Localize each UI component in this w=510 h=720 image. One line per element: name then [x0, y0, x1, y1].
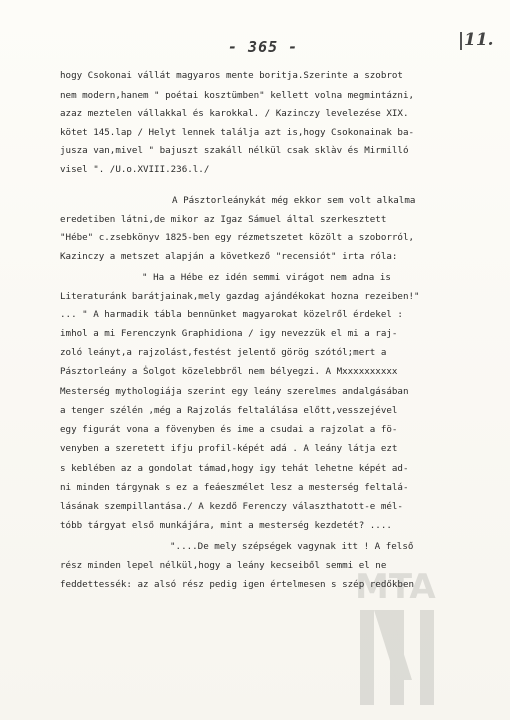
handwritten-mark — [460, 32, 462, 50]
text-line: a tenger szélén ,még a Rajzolás feltalálása előtt,vesszejével — [60, 405, 398, 416]
text-line: rész minden lepel nélkül,hogy a leány kecseiből semmi el ne — [60, 560, 387, 571]
text-line: eredetiben látni,de mikor az Igaz Sámuel által szerkesztett — [60, 214, 387, 225]
text-line: egy figurát vona a fövenyben és ime a csudai a rajzolat a fö- — [60, 424, 398, 435]
text-line: Mesterség mythologiája szerint egy leány szerelmes andalgásában — [60, 386, 409, 397]
text-line: hogy Csokonai vállát magyaros mente boritja.Szerinte a szobrot — [60, 70, 403, 81]
text-line: A Pásztorleánykát még ekkor sem volt alkalma — [172, 195, 416, 206]
page-number: - 365 - — [228, 38, 299, 56]
handwritten-page-number: 11. — [464, 30, 494, 50]
text-line: ni minden tárgynak s ez a feáeszmélet lesz a mesterség feltalá- — [60, 482, 409, 493]
text-line: visel ". /U.o.XVIII.236.l./ — [60, 164, 210, 175]
text-line: "....De mely szépségek vagynak itt ! A felső — [170, 541, 414, 552]
text-line: lásának szempillantása./ A kezdő Ferenczy választhatott-e mél- — [60, 501, 403, 512]
text-line: Literaturánk barátjainak,mely gazdag ajándékokat hozna rezeiben!" — [60, 291, 420, 302]
text-line: jusza van,mivel " bajuszt szakáll nélkül csak sklàv és Mirmilló — [60, 145, 409, 156]
watermark-text: MTA — [355, 567, 436, 607]
text-line: venyben a szeretett ifju profil-képét adá . A leány látja ezt — [60, 443, 398, 454]
text-line: "Hébe" c.zsebkönyv 1825-ben egy rézmetszetet közölt a szoborról, — [60, 232, 415, 243]
text-line: s keblében az a gondolat támad,hogy igy tehát lehetne képét ad- — [60, 463, 409, 474]
text-line: kötet 145.lap / Helyt lennek találja azt is,hogy Csokonainak ba- — [60, 127, 415, 138]
text-line: " Ha a Hébe ez idén semmi virágot nem adna is — [142, 272, 391, 283]
text-line: Kazinczy a metszet alapján a következő "recensiót" irta róla: — [60, 251, 398, 262]
text-line: imhol a mi Ferenczynk Graphidiona / igy nevezzük el mi a raj- — [60, 328, 398, 339]
text-line: zoló leányt,a rajzolást,festést jelentő görög szótól;mert a — [60, 347, 387, 358]
text-line: azaz meztelen vállakkal és karokkal. / Kazinczy levelezése XIX. — [60, 108, 409, 119]
text-line: Pásztorleány a Ṡolgot közelebbről nem bélyegzi. A Mxxxxxxxxxx — [60, 366, 398, 377]
text-line: tóbb tárgyat első munkájára, mint a mesterség kezdetét? .... — [60, 520, 392, 531]
mta-watermark-logo — [350, 560, 480, 710]
text-line: feddettessék: az alsó rész pedig igen értelmesen s szép redőkben — [60, 579, 415, 590]
text-line: ... " A harmadik tábla bennünket magyarokat közelről érdekel : — [60, 309, 403, 320]
text-line: nem modern,hanem " poétai kosztümben" kellett volna megmintázni, — [60, 90, 415, 101]
